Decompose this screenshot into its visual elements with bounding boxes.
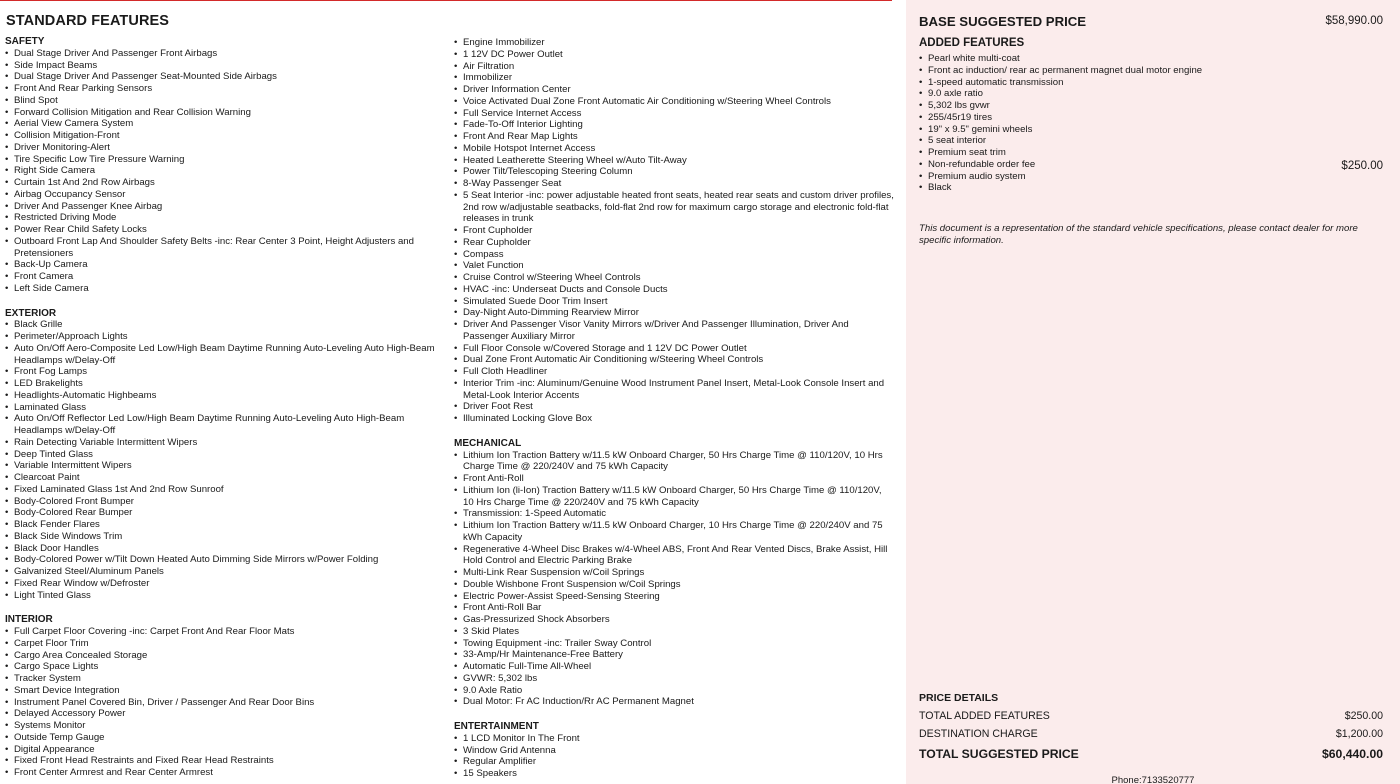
feature-item: • Regenerative 4-Wheel Disc Brakes w/4-Wheel ABS, Front And Rear Vented Discs, Brake Assist, Hill Hold Control and Electric Parking Brake: [454, 544, 894, 568]
feature-item: • Towing Equipment -inc: Trailer Sway Control: [454, 638, 894, 650]
feature-item: • Full Service Internet Access: [454, 108, 894, 120]
feature-item: • Galvanized Steel/Aluminum Panels: [5, 566, 445, 578]
feature-item: • Full Floor Console w/Covered Storage and 1 12V DC Power Outlet: [454, 343, 894, 355]
feature-item: • Right Side Camera: [5, 165, 445, 177]
feature-item: • Laminated Glass: [5, 402, 445, 414]
feature-item: • Regular Amplifier: [454, 756, 894, 768]
feature-item: • Driver And Passenger Visor Vanity Mirrors w/Driver And Passenger Illumination, Driver And Passenger Auxiliary Mirror: [454, 319, 894, 343]
feature-item: • Blind Spot: [5, 95, 445, 107]
feature-item: • Illuminated Locking Glove Box: [454, 413, 894, 425]
feature-item: • Auto On/Off Aero-Composite Led Low/High Beam Daytime Running Auto-Leveling Auto High-Beam Headlamps w/Delay-Off: [5, 343, 445, 367]
dealer-phone: Phone:7133520777: [1111, 775, 1195, 784]
feature-item: • Deep Tinted Glass: [5, 449, 445, 461]
feature-item: • Electric Power-Assist Speed-Sensing Steering: [454, 591, 894, 603]
feature-item: • Tire Specific Low Tire Pressure Warning: [5, 154, 445, 166]
total-added-features-label: TOTAL ADDED FEATURES: [919, 710, 1050, 722]
feature-item: • 1 LCD Monitor In The Front: [454, 733, 894, 745]
feature-item: • Driver Foot Rest: [454, 401, 894, 413]
feature-item: • Aerial View Camera System: [5, 118, 445, 130]
feature-item: • 3 Skid Plates: [454, 626, 894, 638]
section-heading-exterior: EXTERIOR: [5, 307, 57, 319]
feature-item: • Front And Rear Parking Sensors: [5, 83, 445, 95]
feature-item: • Gas-Pressurized Shock Absorbers: [454, 614, 894, 626]
feature-item: • Lithium Ion Traction Battery w/11.5 kW Onboard Charger, 50 Hrs Charge Time @ 110/120V, 10 Hrs Charge Time @ 220/240V and 75 kWh Capacity: [454, 450, 894, 474]
feature-item: • Black Door Handles: [5, 543, 445, 555]
feature-item: • Airbag Occupancy Sensor: [5, 189, 445, 201]
feature-item: • Front Anti-Roll: [454, 473, 894, 485]
feature-item: • Engine Immobilizer: [454, 37, 894, 49]
feature-item: • Heated Leatherette Steering Wheel w/Auto Tilt-Away: [454, 155, 894, 167]
destination-charge-value: $1,200.00: [1335, 728, 1383, 740]
added-feature-item: • 19" x 9.5" gemini wheels: [919, 124, 1379, 136]
feature-item: • 9.0 Axle Ratio: [454, 685, 894, 697]
feature-item: • Cargo Area Concealed Storage: [5, 650, 445, 662]
feature-item: • Back-Up Camera: [5, 259, 445, 271]
feature-item: • Cargo Space Lights: [5, 661, 445, 673]
feature-item: • Front And Rear Map Lights: [454, 131, 894, 143]
added-features-list: [919, 53, 1379, 194]
feature-item: • Auto On/Off Reflector Led Low/High Beam Daytime Running Auto-Leveling Auto High-Beam Headlamps w/Delay-Off: [5, 413, 445, 437]
feature-item: • Compass: [454, 249, 894, 261]
total-suggested-price-row: [919, 747, 1383, 761]
feature-item: • Cruise Control w/Steering Wheel Controls: [454, 272, 894, 284]
feature-item: • HVAC -inc: Underseat Ducts and Console Ducts: [454, 284, 894, 296]
feature-item: • Automatic Full-Time All-Wheel: [454, 661, 894, 673]
feature-list: [5, 626, 445, 779]
feature-item: • Outboard Front Lap And Shoulder Safety Belts -inc: Rear Center 3 Point, Height Adjusters and Pretensioners: [5, 236, 445, 260]
feature-item: • Carpet Floor Trim: [5, 638, 445, 650]
feature-item: • Smart Device Integration: [5, 685, 445, 697]
feature-item: • Perimeter/Approach Lights: [5, 331, 445, 343]
feature-item: • Front Cupholder: [454, 225, 894, 237]
feature-item: • Immobilizer: [454, 72, 894, 84]
feature-item: • Headlights-Automatic Highbeams: [5, 390, 445, 402]
feature-item: • Rear Cupholder: [454, 237, 894, 249]
standard-features-title: STANDARD FEATURES: [6, 13, 170, 29]
feature-item: • Full Cloth Headliner: [454, 366, 894, 378]
feature-item: • Body-Colored Rear Bumper: [5, 507, 445, 519]
feature-item: • Fixed Rear Window w/Defroster: [5, 578, 445, 590]
total-suggested-price-value: $60,440.00: [1322, 747, 1383, 761]
feature-item: • Air Filtration: [454, 61, 894, 73]
feature-item: • Fixed Laminated Glass 1st And 2nd Row Sunroof: [5, 484, 445, 496]
destination-charge-row: [919, 728, 1383, 740]
feature-item: • Interior Trim -inc: Aluminum/Genuine Wood Instrument Panel Insert, Metal-Look Console Insert and Metal-Look Interior Accents: [454, 378, 894, 402]
feature-item: • Instrument Panel Covered Bin, Driver / Passenger And Rear Door Bins: [5, 697, 445, 709]
feature-item: • Restricted Driving Mode: [5, 212, 445, 224]
feature-item: • Black Side Windows Trim: [5, 531, 445, 543]
feature-item: • Dual Zone Front Automatic Air Conditioning w/Steering Wheel Controls: [454, 354, 894, 366]
feature-list: [454, 37, 894, 425]
feature-item: • Front Camera: [5, 271, 445, 283]
disclaimer-text: This document is a representation of the standard vehicle specifications, please contact dealer for more specific information.: [919, 223, 1358, 246]
feature-item: • Black Fender Flares: [5, 519, 445, 531]
feature-list: [454, 450, 894, 709]
feature-item: • Front Anti-Roll Bar: [454, 602, 894, 614]
feature-item: • Rain Detecting Variable Intermittent Wipers: [5, 437, 445, 449]
feature-item: • Outside Temp Gauge: [5, 732, 445, 744]
feature-item: • Dual Motor: Fr AC Induction/Rr AC Permanent Magnet: [454, 696, 894, 708]
section-heading-safety: SAFETY: [5, 36, 45, 47]
feature-item: • 5 Seat Interior -inc: power adjustable heated front seats, heated rear seats and custom driver profiles, 2nd row w/adjustable seatbacks, fold-flat 2nd row for maximum cargo storage and electronic fold-flat releases in trunk: [454, 190, 894, 225]
feature-item: • Window Grid Antenna: [454, 745, 894, 757]
feature-item: • Power Rear Child Safety Locks: [5, 224, 445, 236]
feature-item: • Transmission: 1-Speed Automatic: [454, 508, 894, 520]
feature-list: [454, 733, 894, 780]
top-divider: [0, 0, 892, 1]
feature-item: • LED Brakelights: [5, 378, 445, 390]
added-feature-item: • Black: [919, 182, 1379, 194]
added-feature-item: • 5,302 lbs gvwr: [919, 100, 1379, 112]
section-heading-entertainment: ENTERTAINMENT: [454, 721, 539, 733]
feature-item: • 1 12V DC Power Outlet: [454, 49, 894, 61]
feature-item: • 8-Way Passenger Seat: [454, 178, 894, 190]
added-feature-item: • Premium audio system: [919, 171, 1379, 183]
feature-item: • Lithium Ion Traction Battery w/11.5 kW Onboard Charger, 10 Hrs Charge Time @ 220/240V and 75 kWh Capacity: [454, 520, 894, 544]
feature-item: • Body-Colored Front Bumper: [5, 496, 445, 508]
total-added-features-row: [919, 710, 1383, 722]
feature-item: • Power Tilt/Telescoping Steering Column: [454, 166, 894, 178]
total-suggested-price-label: TOTAL SUGGESTED PRICE: [919, 747, 1079, 761]
feature-item: • Forward Collision Mitigation and Rear Collision Warning: [5, 107, 445, 119]
feature-item: • Variable Intermittent Wipers: [5, 460, 445, 472]
feature-item: • Fade-To-Off Interior Lighting: [454, 119, 894, 131]
feature-item: • Systems Monitor: [5, 720, 445, 732]
feature-item: • Fixed Front Head Restraints and Fixed Rear Head Restraints: [5, 755, 445, 767]
destination-charge-label: DESTINATION CHARGE: [919, 728, 1038, 740]
feature-item: • Curtain 1st And 2nd Row Airbags: [5, 177, 445, 189]
feature-item: • Driver And Passenger Knee Airbag: [5, 201, 445, 213]
feature-item: • Collision Mitigation-Front: [5, 130, 445, 142]
feature-list: [5, 319, 445, 601]
feature-item: • Front Center Armrest and Rear Center Armrest: [5, 767, 445, 779]
features-column-2: [454, 36, 894, 780]
added-feature-item: • 1-speed automatic transmission: [919, 77, 1379, 89]
feature-item: • 15 Speakers: [454, 768, 894, 780]
price-details-heading: PRICE DETAILS: [919, 692, 999, 704]
feature-item: • Full Carpet Floor Covering -inc: Carpet Front And Rear Floor Mats: [5, 626, 445, 638]
feature-item: • 33-Amp/Hr Maintenance-Free Battery: [454, 649, 894, 661]
feature-item: • Simulated Suede Door Trim Insert: [454, 296, 894, 308]
added-feature-item: • Front ac induction/ rear ac permanent magnet dual motor engine: [919, 65, 1379, 77]
feature-item: • Voice Activated Dual Zone Front Automatic Air Conditioning w/Steering Wheel Controls: [454, 96, 894, 108]
added-feature-item: • Premium seat trim: [919, 147, 1379, 159]
features-column-1: [5, 36, 445, 779]
total-added-features-value: $250.00: [1344, 710, 1383, 722]
added-features-heading: ADDED FEATURES: [919, 37, 1025, 49]
feature-item: • Lithium Ion (li-Ion) Traction Battery w/11.5 kW Onboard Charger, 50 Hrs Charge Time @ 110/120V, 10 Hrs Charge Time @ 220/240V and 75 kWh Capacity: [454, 485, 894, 509]
feature-item: • Black Grille: [5, 319, 445, 331]
feature-item: • Clearcoat Paint: [5, 472, 445, 484]
added-feature-item: • 255/45r19 tires: [919, 112, 1379, 124]
feature-item: • Digital Appearance: [5, 744, 445, 756]
feature-item: • GVWR: 5,302 lbs: [454, 673, 894, 685]
feature-item: • Delayed Accessory Power: [5, 708, 445, 720]
feature-item: • Dual Stage Driver And Passenger Seat-Mounted Side Airbags: [5, 71, 445, 83]
section-heading-interior: INTERIOR: [5, 614, 53, 626]
base-price-label: BASE SUGGESTED PRICE: [919, 14, 1087, 29]
feature-item: • Body-Colored Power w/Tilt Down Heated Auto Dimming Side Mirrors w/Power Folding: [5, 554, 445, 566]
added-feature-item: • 9.0 axle ratio: [919, 88, 1379, 100]
feature-item: • Side Impact Beams: [5, 60, 445, 72]
feature-item: • Multi-Link Rear Suspension w/Coil Springs: [454, 567, 894, 579]
added-feature-item: • 5 seat interior: [919, 135, 1379, 147]
feature-item: • Double Wishbone Front Suspension w/Coil Springs: [454, 579, 894, 591]
feature-item: • Mobile Hotspot Internet Access: [454, 143, 894, 155]
feature-item: • Valet Function: [454, 260, 894, 272]
feature-list: [5, 48, 445, 295]
base-price-value: $58,990.00: [1325, 15, 1383, 27]
feature-item: • Driver Information Center: [454, 84, 894, 96]
added-feature-item: • Non-refundable order fee: [919, 159, 1379, 171]
feature-item: • Light Tinted Glass: [5, 590, 445, 602]
added-feature-item: • Pearl white multi-coat: [919, 53, 1379, 65]
feature-item: • Dual Stage Driver And Passenger Front Airbags: [5, 48, 445, 60]
feature-item: • Driver Monitoring-Alert: [5, 142, 445, 154]
feature-item: • Day-Night Auto-Dimming Rearview Mirror: [454, 307, 894, 319]
feature-item: • Front Fog Lamps: [5, 366, 445, 378]
feature-item: • Left Side Camera: [5, 283, 445, 295]
section-heading-mechanical: MECHANICAL: [454, 437, 522, 449]
feature-item: • Tracker System: [5, 673, 445, 685]
order-fee-price: $250.00: [1341, 160, 1383, 172]
pricing-panel: [906, 0, 1400, 784]
